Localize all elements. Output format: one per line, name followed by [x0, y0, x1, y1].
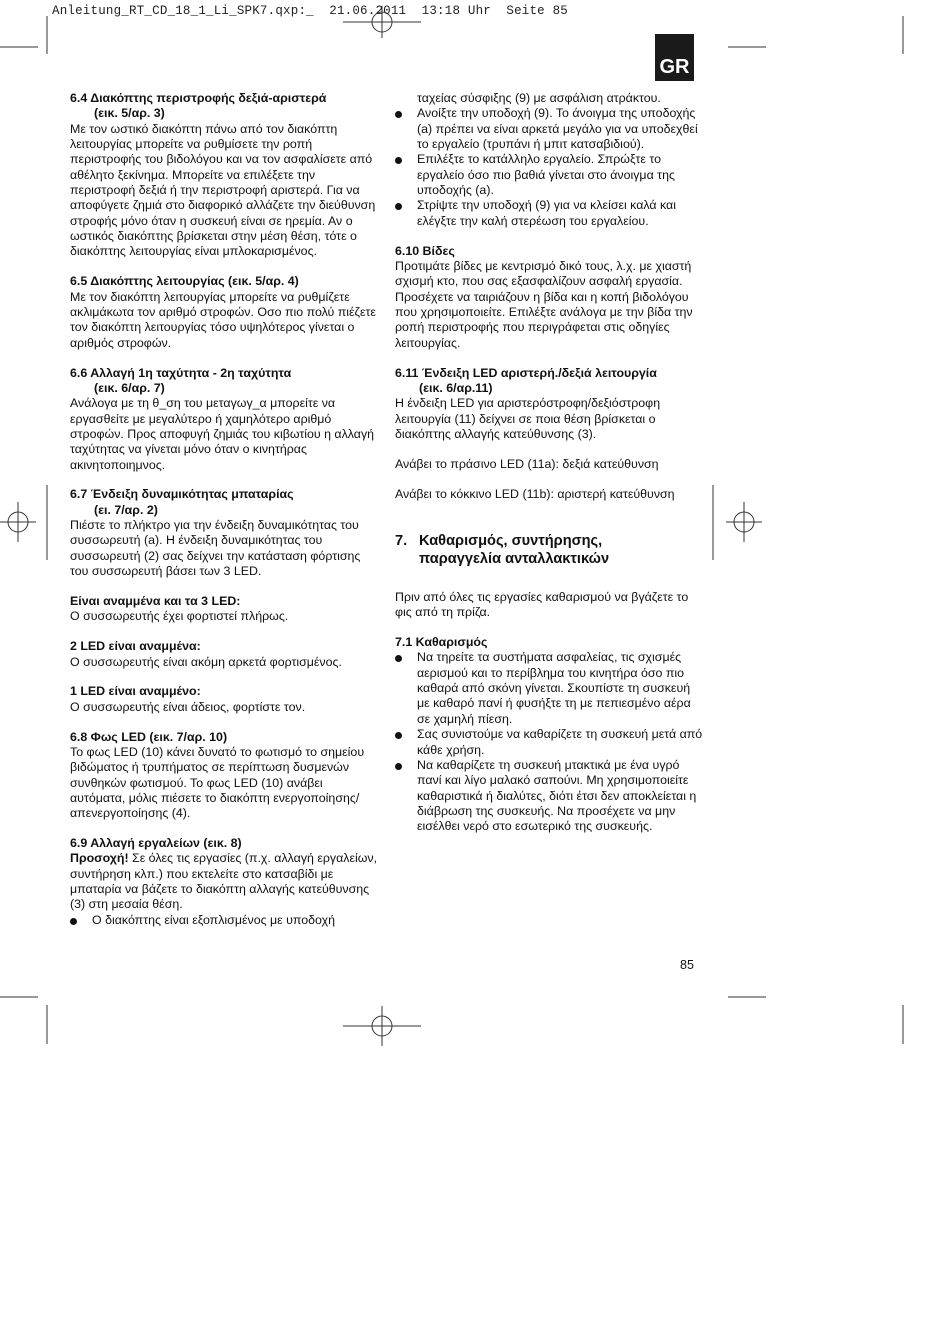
- section-heading: 6.11 Ένδειξη LED αριστερή./δεξιά λειτουργία: [395, 365, 657, 380]
- left-column: [70, 91, 380, 943]
- section-body: Με τον ωστικό διακόπτη πάνω από τον διακόπτη λειτουργίας μπορείτε να ρυθμίσετε την ροπή περιστροφής του βιδολόγου και να τον ασφαλίσετε από αθέλητο ξεκίνημα. Μπορείτε να επιλέξετε την περιστροφή δεξιά ή την περιστροφή αριστερά. Για να αποφύγετε ζημιά στο διαφορικό αλλάζετε την διεύθυνση στροφής μόνο όταν η συσκευή είναι σε ηρεμία. Αν ο ωστικός διακόπτης βρίσκεται στην μέση θέση, τότε ο διακόπτης λειτουργίας είναι μπλοκαρισμένος.: [70, 121, 376, 259]
- chapter-title-line-2: παραγγελία ανταλλακτικών: [419, 550, 610, 567]
- section-body: [70, 851, 380, 912]
- bullet-item: Ο διακόπτης είναι εξοπλισμένος με υποδοχή: [70, 913, 380, 928]
- section-heading: 6.5 Διακόπτης λειτουργίας (εικ. 5/αρ. 4): [70, 274, 299, 289]
- led-state-3: [70, 594, 380, 625]
- led-state-heading: 2 LED είναι αναμμένα:: [70, 639, 201, 654]
- section-7-1: [395, 635, 705, 834]
- section-figure-ref: (εικ. 6/αρ.11): [419, 380, 493, 395]
- led-red-note: [395, 487, 705, 502]
- led-red-text: Ανάβει το κόκκινο LED (11b): αριστερή κατεύθυνση: [395, 486, 675, 501]
- continued-text: ταχείας σύσφιξης (9) με ασφάλιση ατράκτου.: [417, 91, 661, 105]
- section-heading: 6.4 Διακόπτης περιστροφής δεξιά-αριστερά: [70, 91, 327, 105]
- language-badge: GR: [655, 34, 694, 81]
- section-heading: 6.6 Αλλαγή 1η ταχύτητα - 2η ταχύτητα: [70, 365, 292, 380]
- section-6-4: [70, 91, 380, 260]
- section-figure-ref: (εικ. 6/αρ. 7): [94, 380, 165, 395]
- chapter-7-heading: [395, 532, 705, 568]
- section-6-9: [70, 836, 380, 928]
- bullet-item: Σας συνιστούμε να καθαρίζετε τη συσκευή μετά από κάθε χρήση.: [395, 727, 705, 758]
- led-state-body: Ο συσσωρευτής είναι άδειος, φορτίστε τον.: [70, 699, 306, 714]
- bullet-item: Να τηρείτε τα συστήματα ασφαλείας, τις σχισμές αερισμού και το περίβλημα του κινητήρα όσο πιο καθαρά από σκόνη γίνεται. Σκουπίστε τη συσκευή με καθαρό πανί ή φυσήξτε τη με πεπιεσμένο αέρα σε χαμηλή πίεση.: [395, 650, 705, 727]
- led-state-body: Ο συσσωρευτής έχει φορτιστεί πλήρως.: [70, 609, 289, 624]
- section-heading: 6.10 Βίδες: [395, 243, 455, 258]
- section-body: Ανάλογα με τη θ_ση του μεταγωγ_α μπορείτε να εργασθείτε με μεγαλύτερο ή χαμηλότερο αριθμό στροφών. Προς αποφυγή ζημιάς του κιβωτίου η αλλαγή ταχύτητας να γίνεται μόνο όταν ο κινητήρας ακινητοποιημνος.: [70, 396, 375, 472]
- section-6-10: [395, 244, 705, 351]
- section-figure-ref: (ει. 7/αρ. 2): [94, 502, 158, 517]
- section-body: Το φως LED (10) κάνει δυνατό το φωτισμό το σημείου βιδώματος ή τρυπήματος σε περίπτωση δυσμενών συνθηκών φωτισμού. Το φως LED (10) ανάβει αυτόματα, μόλις πιέσετε το διακόπτη ενεργοποίησης/απενεργοποίησης (4).: [70, 744, 365, 821]
- led-state-1: [70, 684, 380, 715]
- bullet-item: Στρίψτε την υποδοχή (9) για να κλείσει καλά και ελέγξτε την καλή στερέωση του εργαλείου.: [395, 198, 705, 229]
- chapter-number: 7.: [395, 532, 408, 549]
- led-state-body: Ο συσσωρευτής είναι ακόμη αρκετά φορτισμένος.: [70, 654, 342, 669]
- section-6-7: [70, 487, 380, 579]
- section-6-5: [70, 274, 380, 351]
- led-state-heading: 1 LED είναι αναμμένο:: [70, 684, 201, 699]
- section-6-8: [70, 730, 380, 822]
- section-body: Πιέστε το πλήκτρο για την ένδειξη δυναμικότητας του συσσωρευτή (a). Η ένδειξη δυναμικότητας του συσσωρευτή (2) σας δείχνει την κατάσταση φόρτισης του συσσωρευτή βάσει των 3 LED.: [70, 518, 361, 579]
- led-state-2: [70, 639, 380, 670]
- print-slug: Anleitung_RT_CD_18_1_Li_SPK7.qxp:_ 21.06.2011 13:18 Uhr Seite 85: [52, 4, 568, 18]
- section-body: Με τον διακόπτη λειτουργίας μπορείτε να ρυθμίζετε ακλιμάκωτα τον αριθμό στροφών. Οσο πιο πολύ πιέζετε τον διακόπτη λειτουργίας τόσο υψηλότερος γίνεται ο αριθμός στροφών.: [70, 289, 376, 350]
- section-heading: 7.1 Καθαρισμός: [395, 635, 488, 650]
- section-heading: 6.8 Φως LED (εικ. 7/αρ. 10): [70, 729, 228, 744]
- tool-change-steps: [395, 91, 705, 229]
- led-green-text: Ανάβει το πράσινο LED (11a): δεξιά κατεύθυνση: [395, 456, 659, 471]
- chapter-7-intro: [395, 590, 705, 621]
- section-6-11: [395, 366, 705, 443]
- led-state-heading: Είναι αναμμένα και τα 3 LED:: [70, 593, 241, 608]
- page-number: 85: [680, 958, 694, 972]
- bullet-item: Ανοίξτε την υποδοχή (9). Το άνοιγμα της υποδοχής (a) πρέπει να είναι αρκετά μεγάλο για να υποδεχθεί το εργαλείο (τρυπάνι ή μπιτ κατσαβιδιού).: [395, 106, 705, 152]
- section-body: Προτιμάτε βίδες με κεντρισμό δικό τους, λ.χ. με χιαστή σχισμή κτο, που σας εξασφαλίζουν ασφαλή εργασία. Προσέχετε να ταιριάζουν η βίδα και η κοπή βιδολόγου που χρησιμοποιείτε. Επιλέξτε ανάλογα με την βίδα την ροπή περιστροφής που περιγράφεται στις οδηγίες λειτουργίας.: [395, 258, 693, 350]
- led-green-note: [395, 457, 705, 472]
- bullet-item: Επιλέξτε το κατάλληλο εργαλείο. Σπρώξτε το εργαλείο όσο πιο βαθιά γίνεται στο άνοιγμα της υποδοχής (a).: [395, 152, 705, 198]
- section-figure-ref: (εικ. 5/αρ. 3): [94, 106, 165, 121]
- section-heading: 6.9 Αλλαγή εργαλείων (εικ. 8): [70, 836, 242, 851]
- chapter-intro-text: Πριν από όλες τις εργασίες καθαρισμού να βγάζετε το φις από τη πρίζα.: [395, 589, 689, 620]
- attention-label: Προσοχή!: [70, 851, 129, 866]
- section-6-6: [70, 366, 380, 473]
- section-body: Η ένδειξη LED για αριστερόστροφη/δεξιόστροφη λειτουργία (11) δείχνει σε ποια θέση βρίσκεται ο διακόπτης αλλαγής κατεύθυνσης (3).: [395, 396, 661, 441]
- attention-text: Σε όλες τις εργασίες (π.χ. αλλαγή εργαλείων, συντήρηση κλπ.) που εκτελείτε στο κατσαβίδι με μπαταρία να βάζετε το διακόπτη αλλαγής κατεύθυνσης (3) στη μεσαία θέση.: [70, 851, 378, 912]
- section-heading: 6.7 Ένδειξη δυναμικότητας μπαταρίας: [70, 487, 294, 502]
- bullet-item: Να καθαρίζετε τη συσκευή μτακτικά με ένα υγρό πανί και λίγο μαλακό σαπούνι. Μη χρησιμοποιείτε καθαριστικά ή διαλύτες, διότι έτσι δεν αποκλείεται η διάβρωση της συσκευής. Να προσέχετε να μην εισέλθει νερό στο εσωτερικό της συσκευής.: [395, 758, 705, 835]
- chapter-title-line-1: Καθαρισμός, συντήρησης,: [419, 532, 603, 549]
- right-column: [395, 91, 705, 849]
